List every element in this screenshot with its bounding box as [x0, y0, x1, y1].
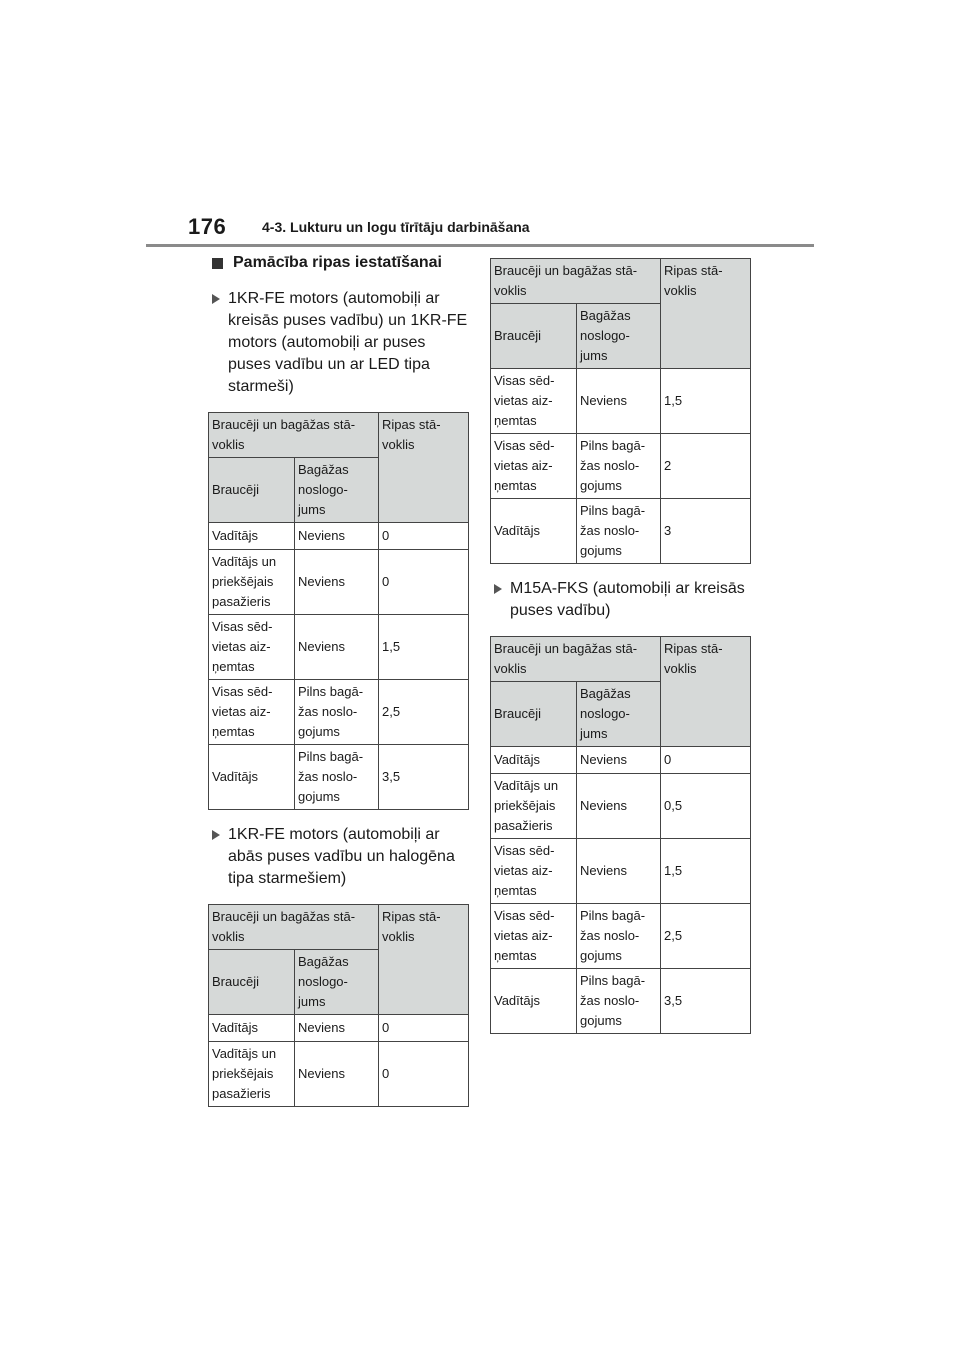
luggage-cell: Neviens [295, 615, 379, 680]
drivers-cell: Vadītājs [209, 523, 295, 550]
position-cell: 3,5 [661, 969, 751, 1034]
header-group-cell: Braucēji un bagāžas stā-voklis [491, 259, 661, 304]
luggage-cell: Pilns bagā-žas noslo-gojums [577, 434, 661, 499]
table-row [491, 904, 751, 969]
square-bullet-icon [212, 258, 223, 269]
position-cell: 1,5 [661, 369, 751, 434]
header-position-cell: Ripas stā-voklis [379, 413, 469, 523]
luggage-cell: Pilns bagā-žas noslo-gojums [577, 904, 661, 969]
drivers-cell: Vadītājs [209, 745, 295, 810]
table-row [209, 680, 469, 745]
header-drivers-cell: Braucēji [209, 458, 295, 523]
drivers-cell: Vadītājs un priekšējais pasažieris [209, 550, 295, 615]
spec-table [490, 258, 751, 564]
drivers-cell: Visas sēd-vietas aiz-ņemtas [491, 369, 577, 434]
section-heading-text: Pamācība ripas iestatīšanai [233, 254, 442, 271]
luggage-cell: Pilns bagā-žas noslo-gojums [577, 499, 661, 564]
engine-bullet-text: 1KR-FE motors (automobiļi ar kreisās puses vadību) un 1KR-FE motors (automobiļi ar puses puses vadību un ar LED tipa starmeši) [228, 290, 468, 395]
position-cell: 0 [379, 1042, 469, 1107]
luggage-cell: Neviens [295, 1015, 379, 1042]
header-luggage-cell: Bagāžas noslogo-jums [295, 950, 379, 1015]
spec-table [490, 636, 751, 1034]
table-row [491, 747, 751, 774]
table-row [209, 550, 469, 615]
drivers-cell: Visas sēd-vietas aiz-ņemtas [491, 904, 577, 969]
table-row [491, 369, 751, 434]
luggage-cell: Neviens [577, 747, 661, 774]
engine-bullet-text: 1KR-FE motors (automobiļi ar abās puses vadību un halogēna tipa starmešiem) [228, 826, 455, 887]
luggage-cell: Pilns bagā-žas noslo-gojums [295, 745, 379, 810]
luggage-cell: Neviens [577, 774, 661, 839]
position-cell: 1,5 [379, 615, 469, 680]
table-row [491, 774, 751, 839]
table-row [491, 839, 751, 904]
drivers-cell: Visas sēd-vietas aiz-ņemtas [491, 839, 577, 904]
header-drivers-cell: Braucēji [209, 950, 295, 1015]
spec-table [208, 904, 469, 1107]
header-luggage-cell: Bagāžas noslogo-jums [577, 682, 661, 747]
table-row [209, 1042, 469, 1107]
luggage-cell: Neviens [295, 1042, 379, 1107]
table-header-row [491, 259, 751, 304]
table-row [209, 523, 469, 550]
drivers-cell: Visas sēd-vietas aiz-ņemtas [491, 434, 577, 499]
engine-bullet [212, 824, 470, 890]
table-header-row [209, 905, 469, 950]
position-cell: 2,5 [661, 904, 751, 969]
luggage-cell: Neviens [295, 523, 379, 550]
table-row [209, 745, 469, 810]
triangle-bullet-icon [212, 294, 220, 304]
position-cell: 0 [661, 747, 751, 774]
header-position-cell: Ripas stā-voklis [379, 905, 469, 1015]
header-luggage-cell: Bagāžas noslogo-jums [577, 304, 661, 369]
header-luggage-cell: Bagāžas noslogo-jums [295, 458, 379, 523]
position-cell: 3,5 [379, 745, 469, 810]
position-cell: 2 [661, 434, 751, 499]
table-header-row [209, 413, 469, 458]
table-row [491, 499, 751, 564]
position-cell: 0 [379, 550, 469, 615]
section-heading [212, 254, 470, 272]
drivers-cell: Vadītājs [491, 969, 577, 1034]
luggage-cell: Neviens [577, 839, 661, 904]
header-group-cell: Braucēji un bagāžas stā-voklis [491, 637, 661, 682]
spec-table [208, 412, 469, 810]
position-cell: 0,5 [661, 774, 751, 839]
luggage-cell: Pilns bagā-žas noslo-gojums [295, 680, 379, 745]
position-cell: 2,5 [379, 680, 469, 745]
triangle-bullet-icon [212, 830, 220, 840]
table-row [209, 1015, 469, 1042]
table-header-row [491, 637, 751, 682]
header-position-cell: Ripas stā-voklis [661, 637, 751, 747]
header-group-cell: Braucēji un bagāžas stā-voklis [209, 413, 379, 458]
header-position-cell: Ripas stā-voklis [661, 259, 751, 369]
table-row [491, 434, 751, 499]
header-divider [146, 244, 814, 247]
position-cell: 3 [661, 499, 751, 564]
luggage-cell: Neviens [577, 369, 661, 434]
drivers-cell: Vadītājs un priekšējais pasažieris [491, 774, 577, 839]
luggage-cell: Neviens [295, 550, 379, 615]
left-column [208, 254, 470, 1121]
engine-bullet [494, 578, 752, 622]
header-drivers-cell: Braucēji [491, 682, 577, 747]
table-row [491, 969, 751, 1034]
drivers-cell: Vadītājs un priekšējais pasažieris [209, 1042, 295, 1107]
position-cell: 0 [379, 523, 469, 550]
right-column [490, 258, 752, 1048]
drivers-cell: Visas sēd-vietas aiz-ņemtas [209, 680, 295, 745]
drivers-cell: Vadītājs [491, 747, 577, 774]
position-cell: 1,5 [661, 839, 751, 904]
header-drivers-cell: Braucēji [491, 304, 577, 369]
section-title: 4-3. Lukturu un logu tīrītāju darbināšana [262, 219, 530, 235]
engine-bullet-text: M15A-FKS (automobiļi ar kreisās puses vadību) [510, 580, 745, 619]
triangle-bullet-icon [494, 584, 502, 594]
drivers-cell: Vadītājs [491, 499, 577, 564]
header-group-cell: Braucēji un bagāžas stā-voklis [209, 905, 379, 950]
drivers-cell: Vadītājs [209, 1015, 295, 1042]
drivers-cell: Visas sēd-vietas aiz-ņemtas [209, 615, 295, 680]
table-row [209, 615, 469, 680]
page-number: 176 [188, 214, 227, 239]
engine-bullet [212, 288, 470, 398]
position-cell: 0 [379, 1015, 469, 1042]
luggage-cell: Pilns bagā-žas noslo-gojums [577, 969, 661, 1034]
